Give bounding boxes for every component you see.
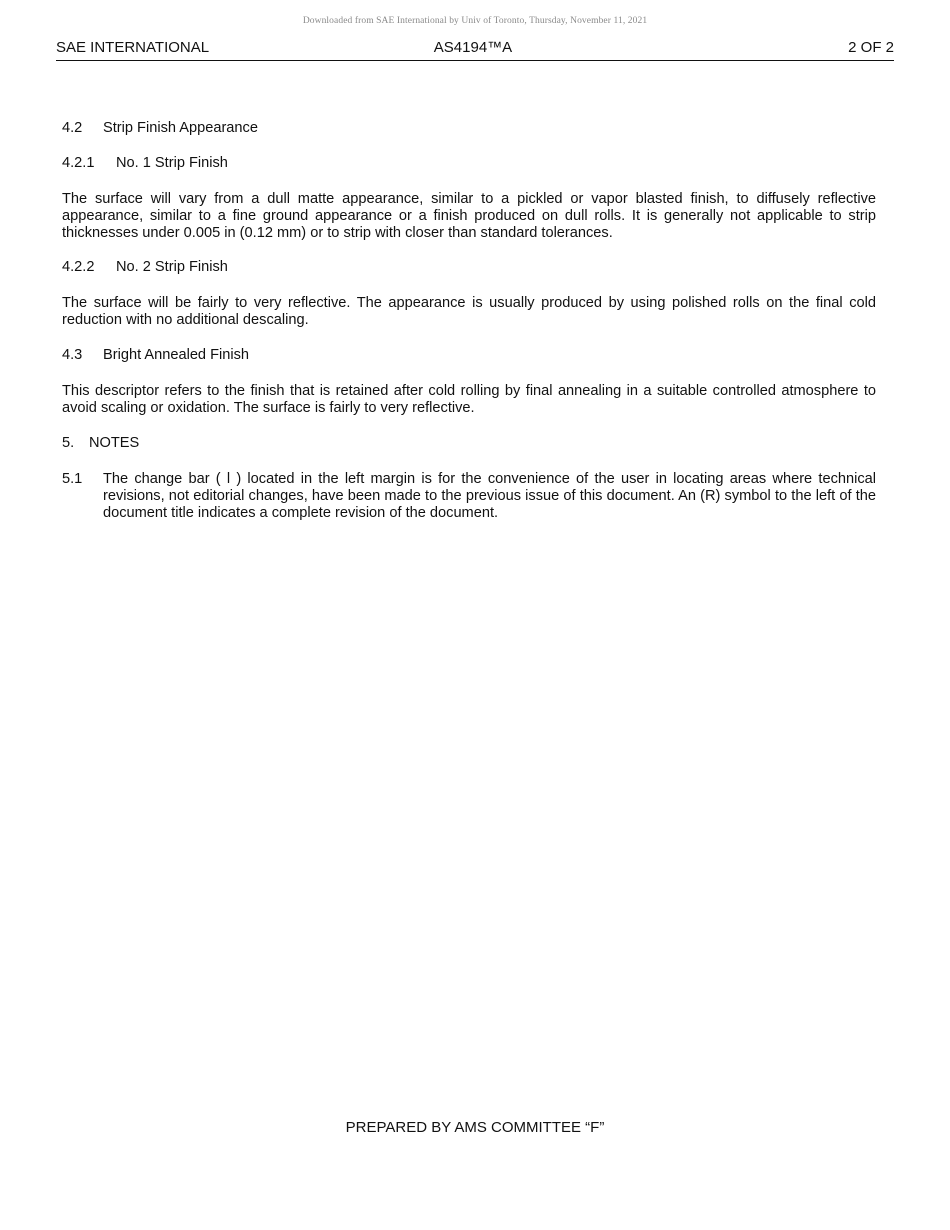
section-number: 4.2.2	[62, 259, 95, 275]
document-number-wrap	[56, 39, 894, 56]
section-number: 5.1	[62, 471, 83, 487]
section-title: Bright Annealed Finish	[103, 347, 250, 363]
document-body	[62, 120, 876, 522]
document-number: AS4194™A	[433, 39, 513, 56]
section-4-3-body: This descriptor refers to the finish that is retained after cold rolling by final annealing in a suitable controlled atmosphere to avoid scaling or oxidation. The surface is fairly to very reflective.	[62, 383, 876, 416]
section-4-2-2-heading	[62, 259, 876, 276]
section-4-2-1-body: The surface will vary from a dull matte appearance, similar to a pickled or vapor blasted finish, to diffusely reflective appearance, similar to a fine ground appearance or a finish produced on dull rolls. It is generally not applicable to strip thicknesses under 0.005 in (0.12 mm) or to strip with closer than standard tolerances.	[62, 191, 876, 241]
section-4-2-1-heading	[62, 155, 876, 172]
page-number: 2 OF 2	[848, 39, 894, 56]
section-title: No. 2 Strip Finish	[116, 259, 228, 275]
section-title: NOTES	[89, 435, 140, 451]
prepared-by-footer: PREPARED BY AMS COMMITTEE “F”	[345, 1119, 605, 1136]
section-number: 4.2	[62, 120, 83, 136]
publisher-name: SAE INTERNATIONAL	[56, 39, 210, 56]
section-5-1-body: The change bar ( l ) located in the left margin is for the convenience of the user in locating areas where technical revisions, not editorial changes, have been made to the previous issue of this document. An (R) symbol to the left of the document title indicates a complete revision of the document.	[103, 471, 876, 521]
section-title: Strip Finish Appearance	[103, 120, 258, 136]
page-header	[56, 38, 894, 61]
section-number: 4.2.1	[62, 155, 95, 171]
section-4-3-heading	[62, 347, 876, 364]
section-5-1	[62, 471, 876, 522]
download-watermark: Downloaded from SAE International by Univ of Toronto, Thursday, November 11, 2021	[302, 16, 648, 26]
section-title: No. 1 Strip Finish	[116, 155, 228, 171]
section-5-heading	[62, 435, 876, 452]
section-number: 5.	[62, 435, 75, 451]
section-4-2-2-body: The surface will be fairly to very reflective. The appearance is usually produced by using polished rolls on the final cold reduction with no additional descaling.	[62, 295, 876, 328]
section-number: 4.3	[62, 347, 83, 363]
section-4-2-heading	[62, 120, 876, 137]
